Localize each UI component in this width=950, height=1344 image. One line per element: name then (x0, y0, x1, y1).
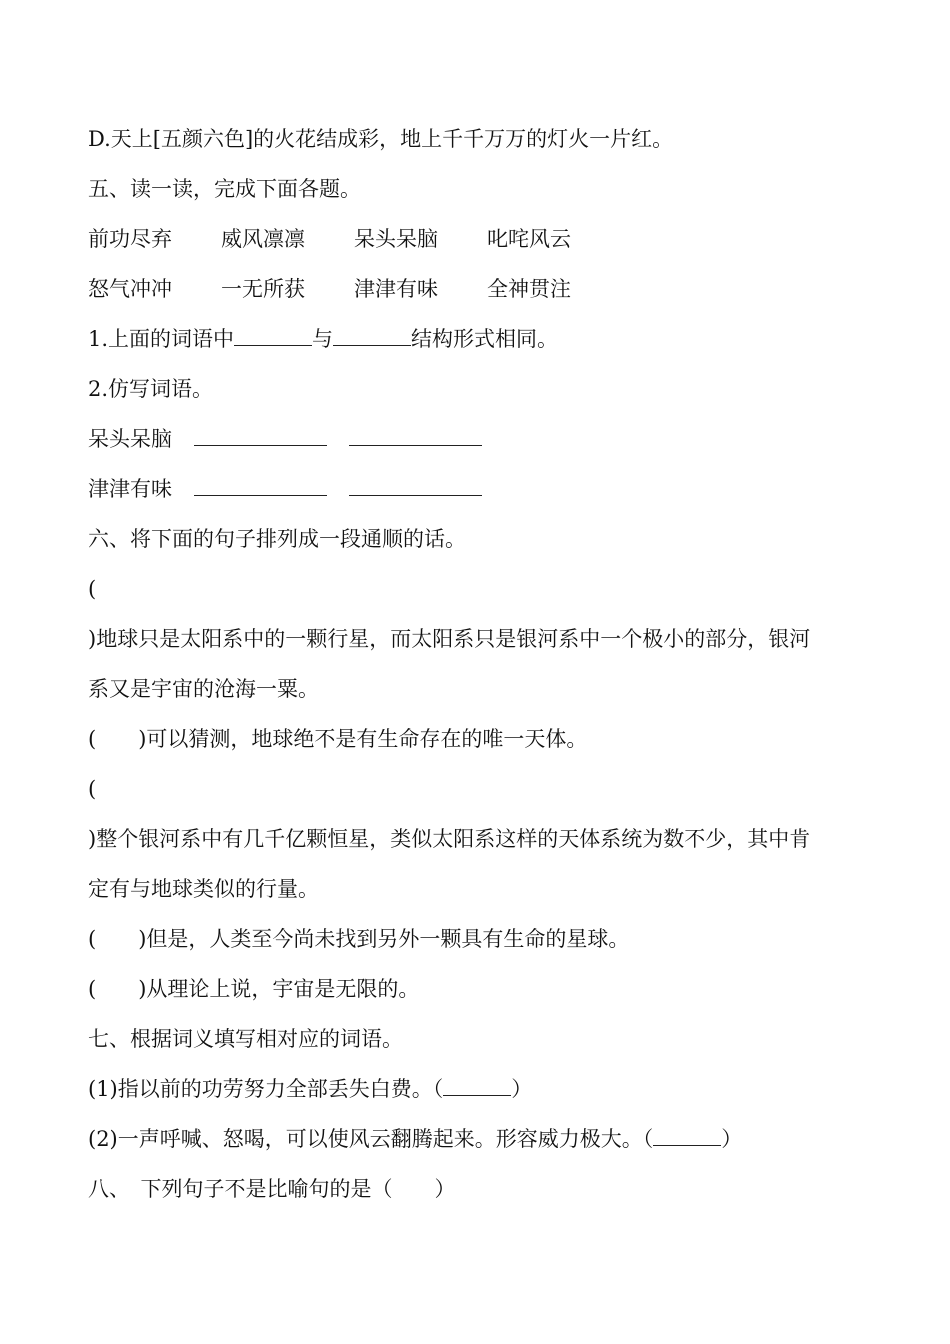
section5-title: 五、读一读，完成下面各题。 (88, 177, 361, 201)
word-item: 叱咤风云 (487, 227, 571, 251)
answer-blank[interactable] (194, 425, 327, 446)
word-item: 呆头呆脑 (354, 227, 438, 251)
word-row-1 (88, 224, 620, 254)
q1-suffix: 结构形式相同。 (411, 327, 559, 351)
model-word: 津津有味 (88, 477, 172, 501)
definition-2 (88, 1124, 868, 1154)
sentence-3-line-1: )整个银河系中有几千亿颗恒星，类似太阳系这样的天体系统为数不少，其中肯 (88, 827, 811, 851)
question-2: 2.仿写词语。 (88, 377, 214, 401)
answer-blank[interactable] (194, 475, 327, 496)
sentence-4: ( )但是，人类至今尚未找到另外一颗具有生命的星球。 (88, 927, 630, 951)
definition-1 (88, 1074, 868, 1104)
answer-blank[interactable] (349, 425, 482, 446)
answer-blank[interactable] (443, 1075, 511, 1096)
answer-blank[interactable] (333, 325, 411, 346)
imitate-row-2 (88, 474, 482, 504)
q1-prefix: 1.上面的词语中 (88, 327, 235, 351)
section7-title: 七、根据词义填写相对应的词语。 (88, 1027, 403, 1051)
imitate-row-1 (88, 424, 482, 454)
order-paren-open[interactable]: ( (88, 577, 97, 601)
q1-mid: 与 (312, 327, 334, 351)
close-paren: ） (511, 1077, 533, 1101)
word-item: 威风凛凛 (221, 227, 305, 251)
question-1 (88, 324, 868, 354)
close-paren: ） (721, 1127, 743, 1151)
answer-blank[interactable] (349, 475, 482, 496)
word-item: 全神贯注 (487, 277, 571, 301)
answer-blank[interactable] (234, 325, 312, 346)
sentence-2: ( )可以猜测，地球绝不是有生命存在的唯一天体。 (88, 727, 588, 751)
word-item: 一无所获 (221, 277, 305, 301)
option-d: D.天上[五颜六色]的火花结成彩，地上千千万万的灯火一片红。 (88, 127, 674, 151)
model-word: 呆头呆脑 (88, 427, 172, 451)
order-paren-open[interactable]: ( (88, 777, 97, 801)
word-item: 津津有味 (354, 277, 438, 301)
section6-title: 六、将下面的句子排列成一段通顺的话。 (88, 527, 466, 551)
sentence-1-line-1: )地球只是太阳系中的一颗行星，而太阳系只是银河系中一个极小的部分，银河 (88, 627, 811, 651)
definition-text: (1)指以前的功劳努力全部丢失白费。（ (88, 1077, 444, 1101)
definition-text: (2)一声呼喊、怒喝，可以使风云翻腾起来。形容威力极大。（ (88, 1127, 654, 1151)
sentence-5: ( )从理论上说，宇宙是无限的。 (88, 977, 420, 1001)
word-item: 怒气冲冲 (88, 277, 172, 301)
section8-title: 八、 下列句子不是比喻句的是（ ） (88, 1177, 456, 1201)
word-row-2 (88, 274, 620, 304)
sentence-1-line-2: 系又是宇宙的沧海一粟。 (88, 677, 319, 701)
sentence-3-line-2: 定有与地球类似的行量。 (88, 877, 319, 901)
answer-blank[interactable] (653, 1125, 721, 1146)
word-item: 前功尽弃 (88, 227, 172, 251)
